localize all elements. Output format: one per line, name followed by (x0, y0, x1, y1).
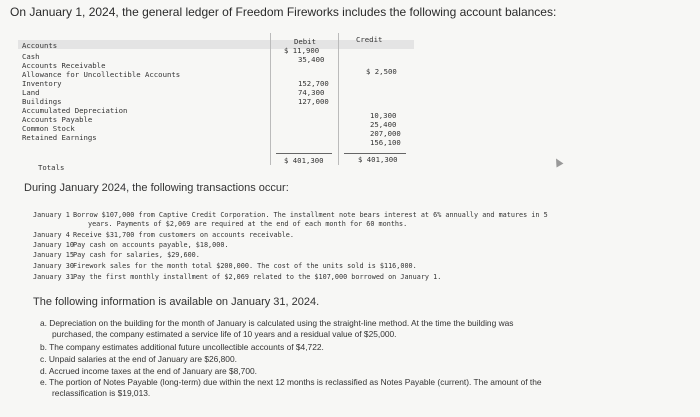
transaction-text: Pay the first monthly installment of $2,069 related to the $107,000 borrowed on January 1. (73, 273, 442, 281)
transaction-line (33, 220, 407, 228)
transactions-heading: During January 2024, the following transactions occur: (24, 182, 289, 194)
credit-total: $ 401,300 (358, 155, 398, 164)
debit-amount: 74,300 (298, 88, 325, 97)
info-item: d. Accrued income taxes at the end of January are $8,700. (40, 366, 257, 376)
transaction-line (33, 241, 229, 249)
transaction-date: January 1 (33, 211, 70, 219)
info-item: e. The portion of Notes Payable (long-term) due within the next 12 months is reclassified as Notes Payable (current). The amount of the (40, 377, 542, 387)
info-item: b. The company estimates additional future uncollectible accounts of $4,722. (40, 342, 324, 352)
debit-amount: 35,400 (298, 55, 325, 64)
total-rule (344, 153, 406, 154)
transaction-line (33, 262, 417, 270)
total-rule (276, 153, 332, 154)
debit-amount: $ 11,900 (284, 46, 320, 55)
credit-header: Credit (356, 35, 383, 44)
column-divider (338, 33, 339, 165)
credit-amount: 10,300 (370, 111, 397, 120)
credit-amount: $ 2,500 (366, 67, 397, 76)
transaction-text: years. Payments of $2,069 are required at the end of each month for 60 months. (88, 220, 408, 228)
debit-total: $ 401,300 (284, 156, 324, 165)
trial-balance-table (18, 33, 414, 171)
transaction-text: Receive $31,700 from customers on accounts receivable. (73, 231, 294, 239)
transaction-date: January 31 (33, 273, 74, 281)
info-item: reclassification is $19,013. (52, 388, 151, 398)
debit-amount: 127,000 (298, 97, 329, 106)
info-item: a. Depreciation on the building for the month of January is calculated using the straight-line method. At the time the building was (40, 318, 514, 328)
transaction-date: January 4 (33, 231, 70, 239)
accounts-header: Accounts (22, 41, 58, 50)
debit-amount: 152,700 (298, 79, 329, 88)
info-item: purchased, the company estimated a service life of 10 years and a residual value of $25,000. (52, 329, 397, 339)
info-item: c. Unpaid salaries at the end of January are $26,800. (40, 354, 237, 364)
credit-amount: 156,100 (370, 138, 401, 147)
totals-label: Totals (38, 163, 65, 172)
account-name: Accumulated Depreciation (22, 106, 128, 115)
transaction-line (33, 251, 200, 259)
account-name: Inventory (22, 79, 62, 88)
transaction-line (33, 231, 294, 239)
info-heading: The following information is available on January 31, 2024. (33, 296, 320, 308)
transaction-text: Pay cash on accounts payable, $18,000. (73, 241, 229, 249)
column-divider (270, 33, 271, 165)
transaction-line (33, 211, 548, 219)
account-name: Retained Earnings (22, 133, 97, 142)
transaction-text: Borrow $107,000 from Captive Credit Corporation. The installment note bears interest at 6% annually and matures in 5 (73, 211, 548, 219)
account-name: Accounts Receivable (22, 61, 106, 70)
intro-text: On January 1, 2024, the general ledger of Freedom Fireworks includes the following account balances: (10, 5, 557, 19)
transaction-line (33, 273, 441, 281)
account-name: Cash (22, 52, 40, 61)
transaction-date: January 15 (33, 251, 74, 259)
credit-amount: 207,000 (370, 129, 401, 138)
account-name: Land (22, 88, 40, 97)
transaction-date: January 10 (33, 241, 74, 249)
header-band (18, 40, 414, 49)
account-name: Buildings (22, 97, 62, 106)
account-name: Allowance for Uncollectible Accounts (22, 70, 181, 79)
credit-amount: 25,400 (370, 120, 397, 129)
transaction-text: Firework sales for the month total $200,000. The cost of the units sold is $116,000. (73, 262, 417, 270)
debit-header: Debit (294, 37, 316, 46)
transaction-date: January 30 (33, 262, 74, 270)
account-name: Accounts Payable (22, 115, 93, 124)
account-name: Common Stock (22, 124, 75, 133)
transaction-text: Pay cash for salaries, $29,600. (73, 251, 200, 259)
mouse-cursor-icon (553, 157, 564, 168)
